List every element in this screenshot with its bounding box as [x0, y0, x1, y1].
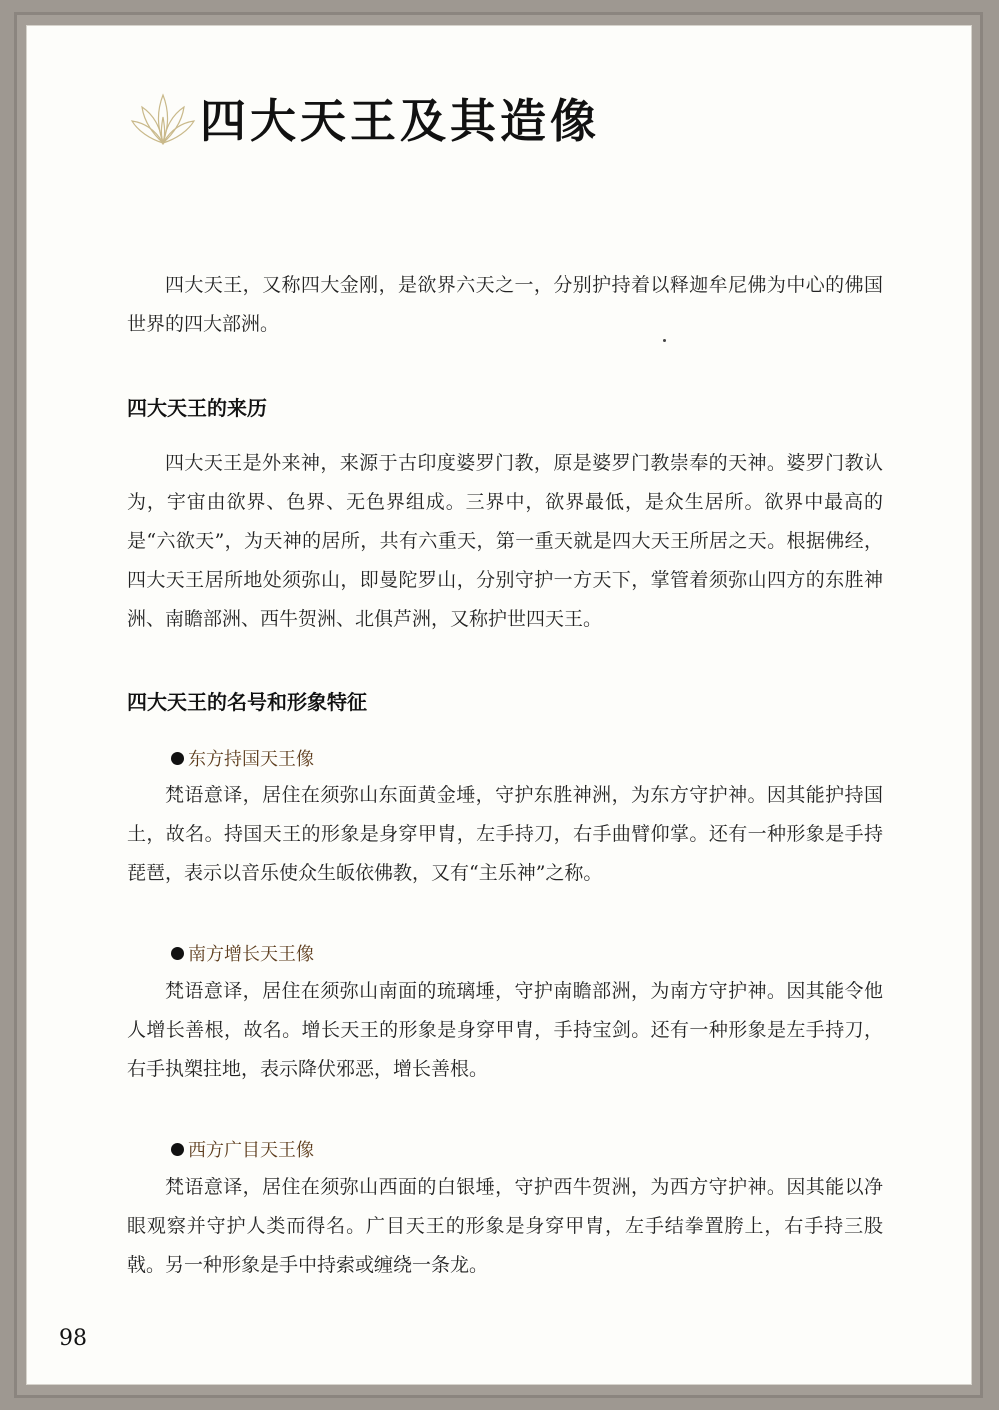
subheading-west-label: 西方广目天王像 — [188, 1140, 314, 1161]
west-text: 梵语意译，居住在须弥山西面的白银埵，守护西牛贺洲，为西方守护神。因其能以净眼观察并守护人类而得名。广目天王的形象是身穿甲胄，左手结拳置胯上，右手持三股戟。另一种形象是手中持索或缠绕一条龙。 — [127, 1176, 883, 1276]
page-title: 四大天王及其造像 — [200, 94, 600, 148]
bullet-icon — [171, 947, 184, 960]
east-paragraph — [127, 776, 883, 893]
title-area — [128, 78, 600, 158]
lotus-flower-icon — [128, 83, 198, 153]
subheading-east — [171, 745, 314, 771]
book-page — [26, 25, 972, 1385]
subheading-east-label: 东方持国天王像 — [188, 749, 314, 770]
west-paragraph — [127, 1168, 883, 1285]
south-text: 梵语意译，居住在须弥山南面的琉璃埵，守护南瞻部洲，为南方守护神。因其能令他人增长善根，故名。增长天王的形象是身穿甲胄，手持宝剑。还有一种形象是左手持刀，右手执槊拄地，表示降伏邪恶，增长善根。 — [127, 980, 883, 1080]
section-heading-names: 四大天王的名号和形象特征 — [127, 690, 367, 714]
east-text: 梵语意译，居住在须弥山东面黄金埵，守护东胜神洲，为东方守护神。因其能护持国土，故名。持国天王的形象是身穿甲胄，左手持刀，右手曲臂仰掌。还有一种形象是手持琵琶，表示以音乐使众生皈依佛教，又有“主乐神”之称。 — [127, 784, 883, 884]
subheading-south-label: 南方增长天王像 — [188, 944, 314, 965]
intro-paragraph — [127, 266, 883, 344]
bullet-icon — [171, 1143, 184, 1156]
subheading-south — [171, 940, 314, 966]
origin-paragraph — [127, 444, 883, 639]
intro-text: 四大天王，又称四大金刚，是欲界六天之一，分别护持着以释迦牟尼佛为中心的佛国世界的四大部洲。 — [127, 274, 883, 335]
section-heading-origin: 四大天王的来历 — [127, 396, 267, 420]
origin-text: 四大天王是外来神，来源于古印度婆罗门教，原是婆罗门教崇奉的天神。婆罗门教认为，宇宙由欲界、色界、无色界组成。三界中，欲界最低，是众生居所。欲界中最高的是“六欲天”，为天神的居所，共有六重天，第一重天就是四大天王所居之天。根据佛经，四大天王居所地处须弥山，即曼陀罗山，分别守护一方天下，掌管着须弥山四方的东胜神洲、南瞻部洲、西牛贺洲、北俱芦洲，又称护世四天王。 — [127, 452, 883, 630]
bullet-icon — [171, 752, 184, 765]
subheading-west — [171, 1136, 314, 1162]
south-paragraph — [127, 972, 883, 1089]
page-number: 98 — [59, 1326, 87, 1351]
